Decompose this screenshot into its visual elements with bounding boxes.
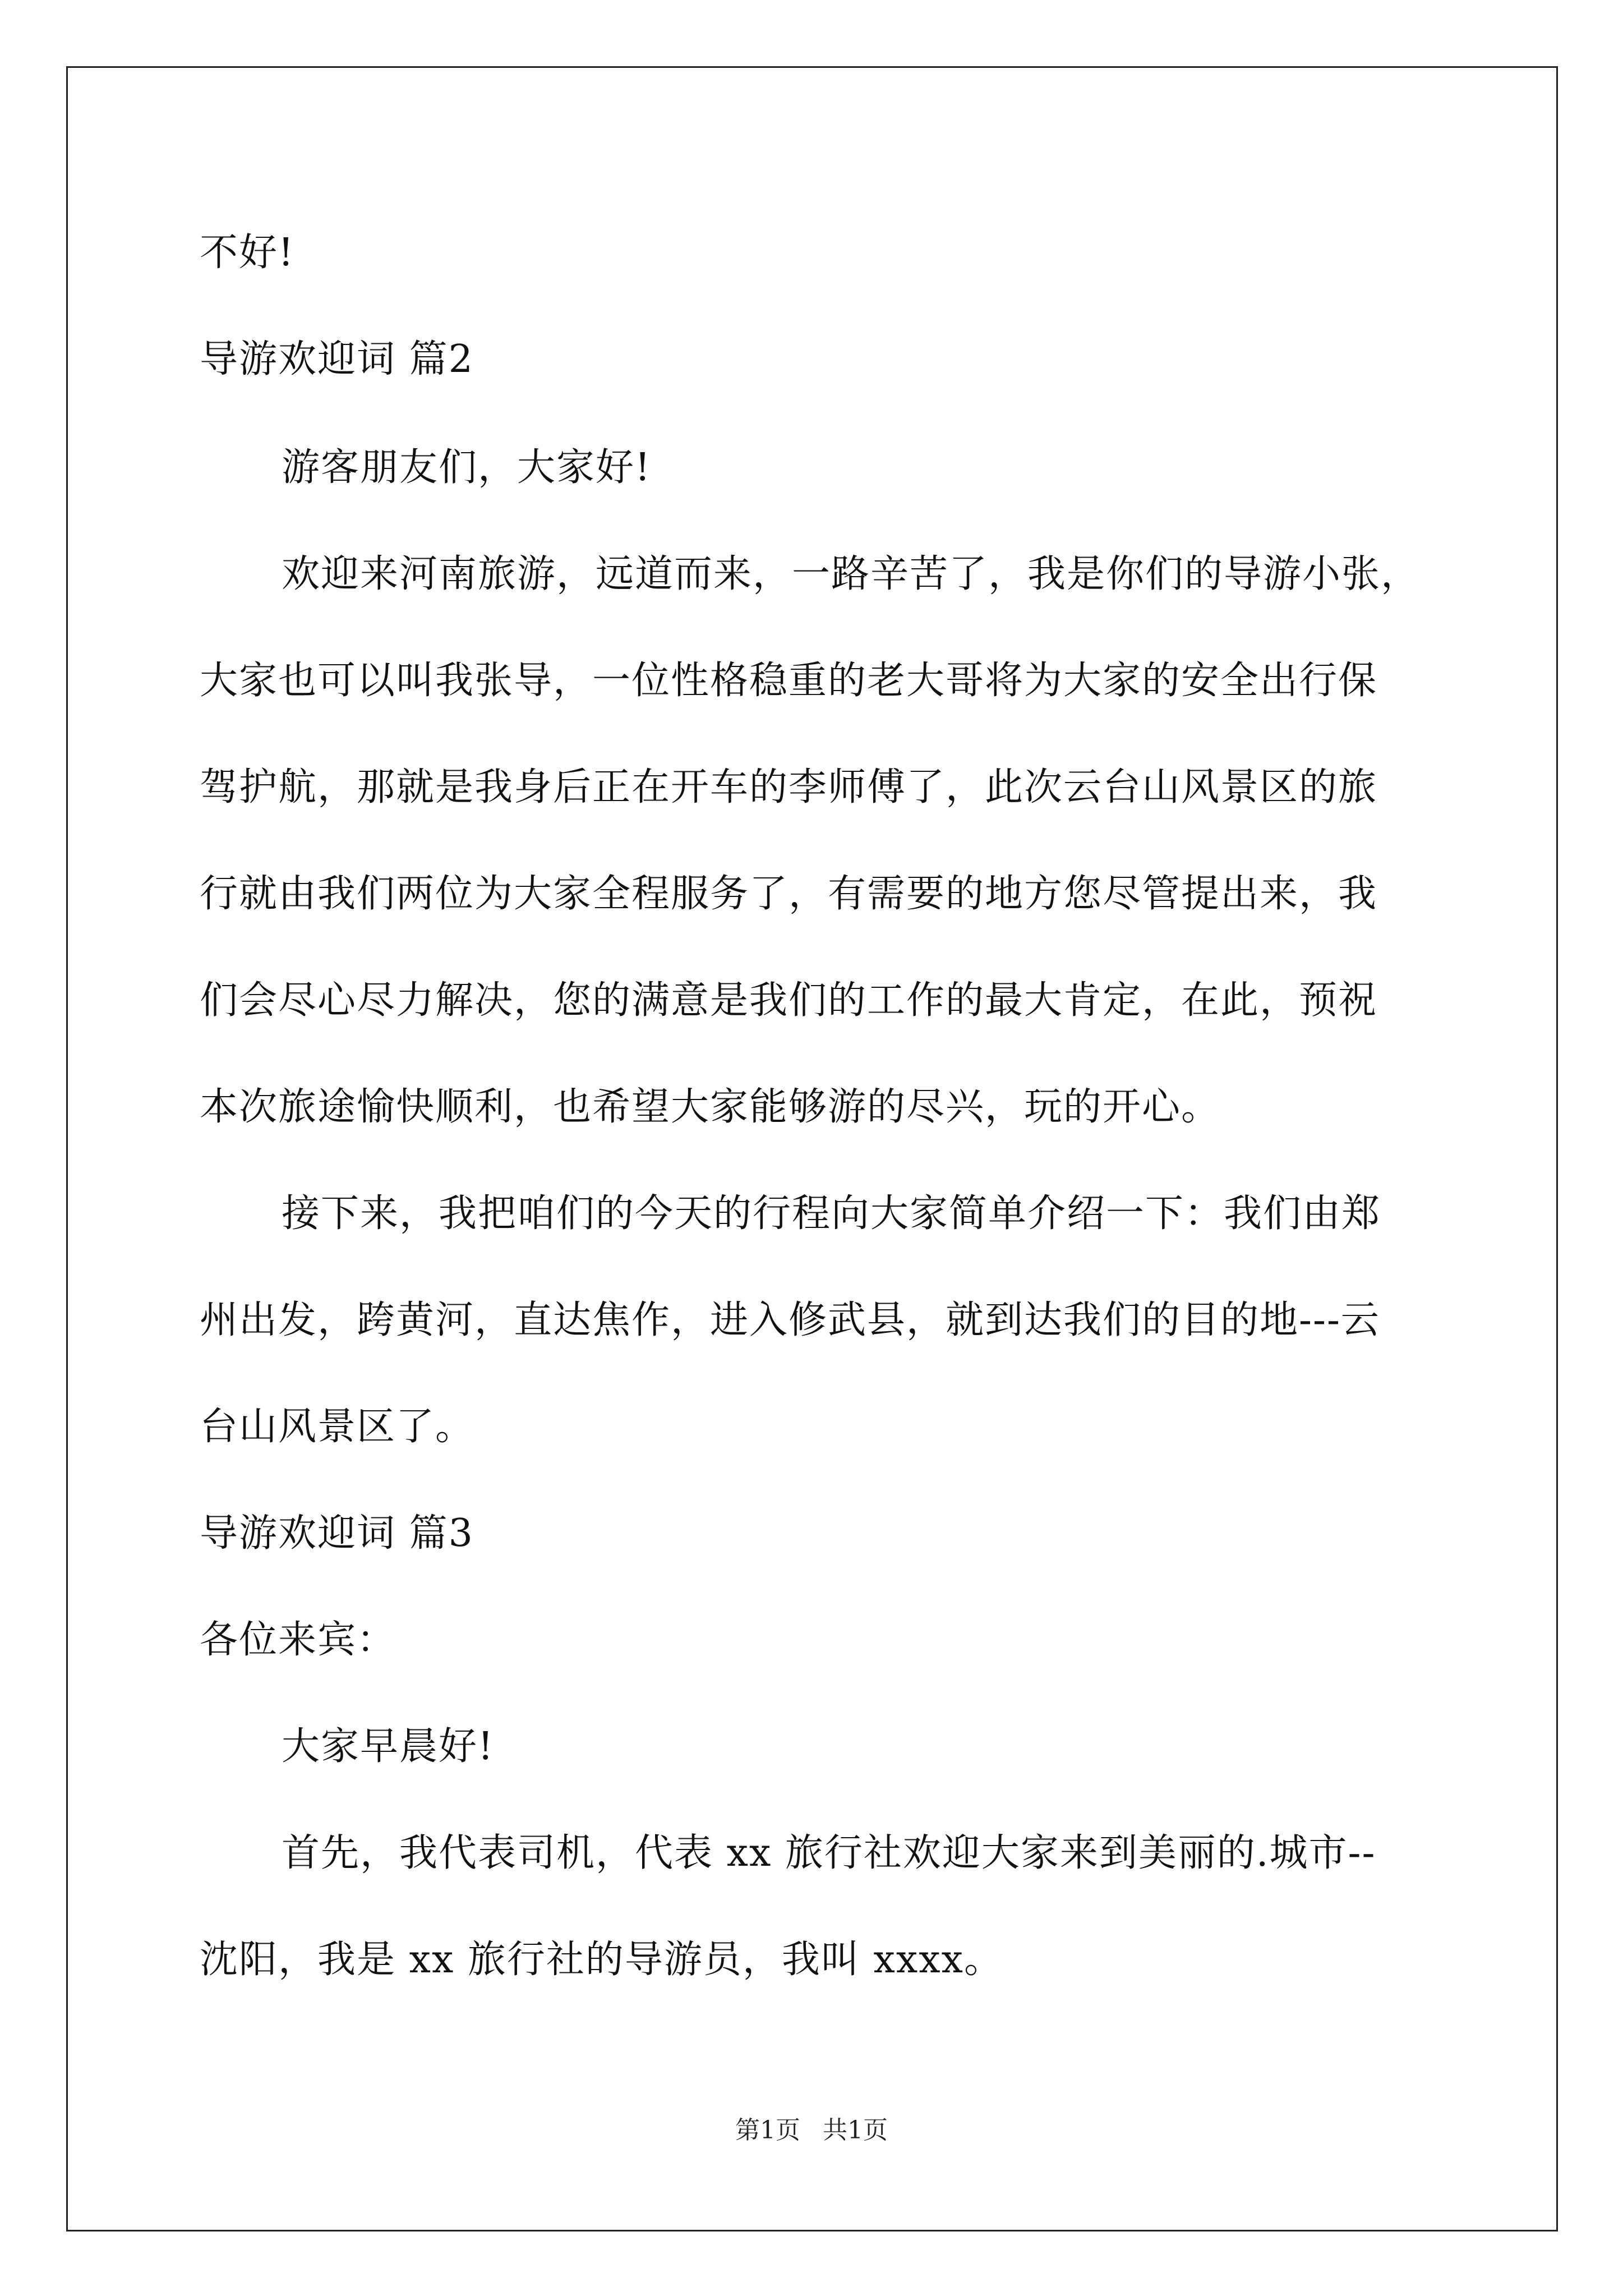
page-border: [66, 66, 1558, 2231]
paragraph-line: 驾护航，那就是我身后正在开车的李师傅了，此次云台山风景区的旅: [200, 765, 1378, 809]
paragraph-line: 本次旅途愉快顺利，也希望大家能够游的尽兴，玩的开心。: [200, 1085, 1221, 1129]
paragraph-line: 沈阳，我是 xx 旅行社的导游员，我叫 xxxx。: [200, 1938, 1003, 1982]
paragraph-line: 们会尽心尽力解决，您的满意是我们的工作的最大肯定，在此，预祝: [200, 978, 1378, 1023]
paragraph-line: 大家也可以叫我张导，一位性格稳重的老大哥将为大家的安全出行保: [200, 659, 1378, 703]
paragraph-line: 行就由我们两位为大家全程服务了，有需要的地方您尽管提出来，我: [200, 872, 1378, 916]
page-number: 第1页: [735, 2116, 800, 2145]
text-line: 不好!: [200, 231, 295, 275]
paragraph-line: 欢迎来河南旅游，远道而来，一路辛苦了，我是你们的导游小张，: [282, 552, 1421, 596]
section-heading: 导游欢迎词 篇3: [200, 1511, 474, 1556]
paragraph-line: 台山风景区了。: [200, 1405, 475, 1449]
salutation: 各位来宾：: [200, 1618, 396, 1662]
paragraph-line: 接下来，我把咱们的今天的行程向大家简单介绍一下：我们由郑: [282, 1191, 1381, 1236]
paragraph-line: 首先，我代表司机，代表 xx 旅行社欢迎大家来到美丽的.城市--: [282, 1831, 1376, 1875]
greeting: 游客朋友们，大家好!: [282, 445, 652, 490]
paragraph-line: 州出发，跨黄河，直达焦作，进入修武县，就到达我们的目的地---云: [200, 1298, 1380, 1342]
page-footer: [0, 2114, 1623, 2147]
section-heading: 导游欢迎词 篇2: [200, 337, 474, 381]
page-total: 共1页: [823, 2116, 888, 2145]
greeting: 大家早晨好!: [282, 1724, 495, 1769]
